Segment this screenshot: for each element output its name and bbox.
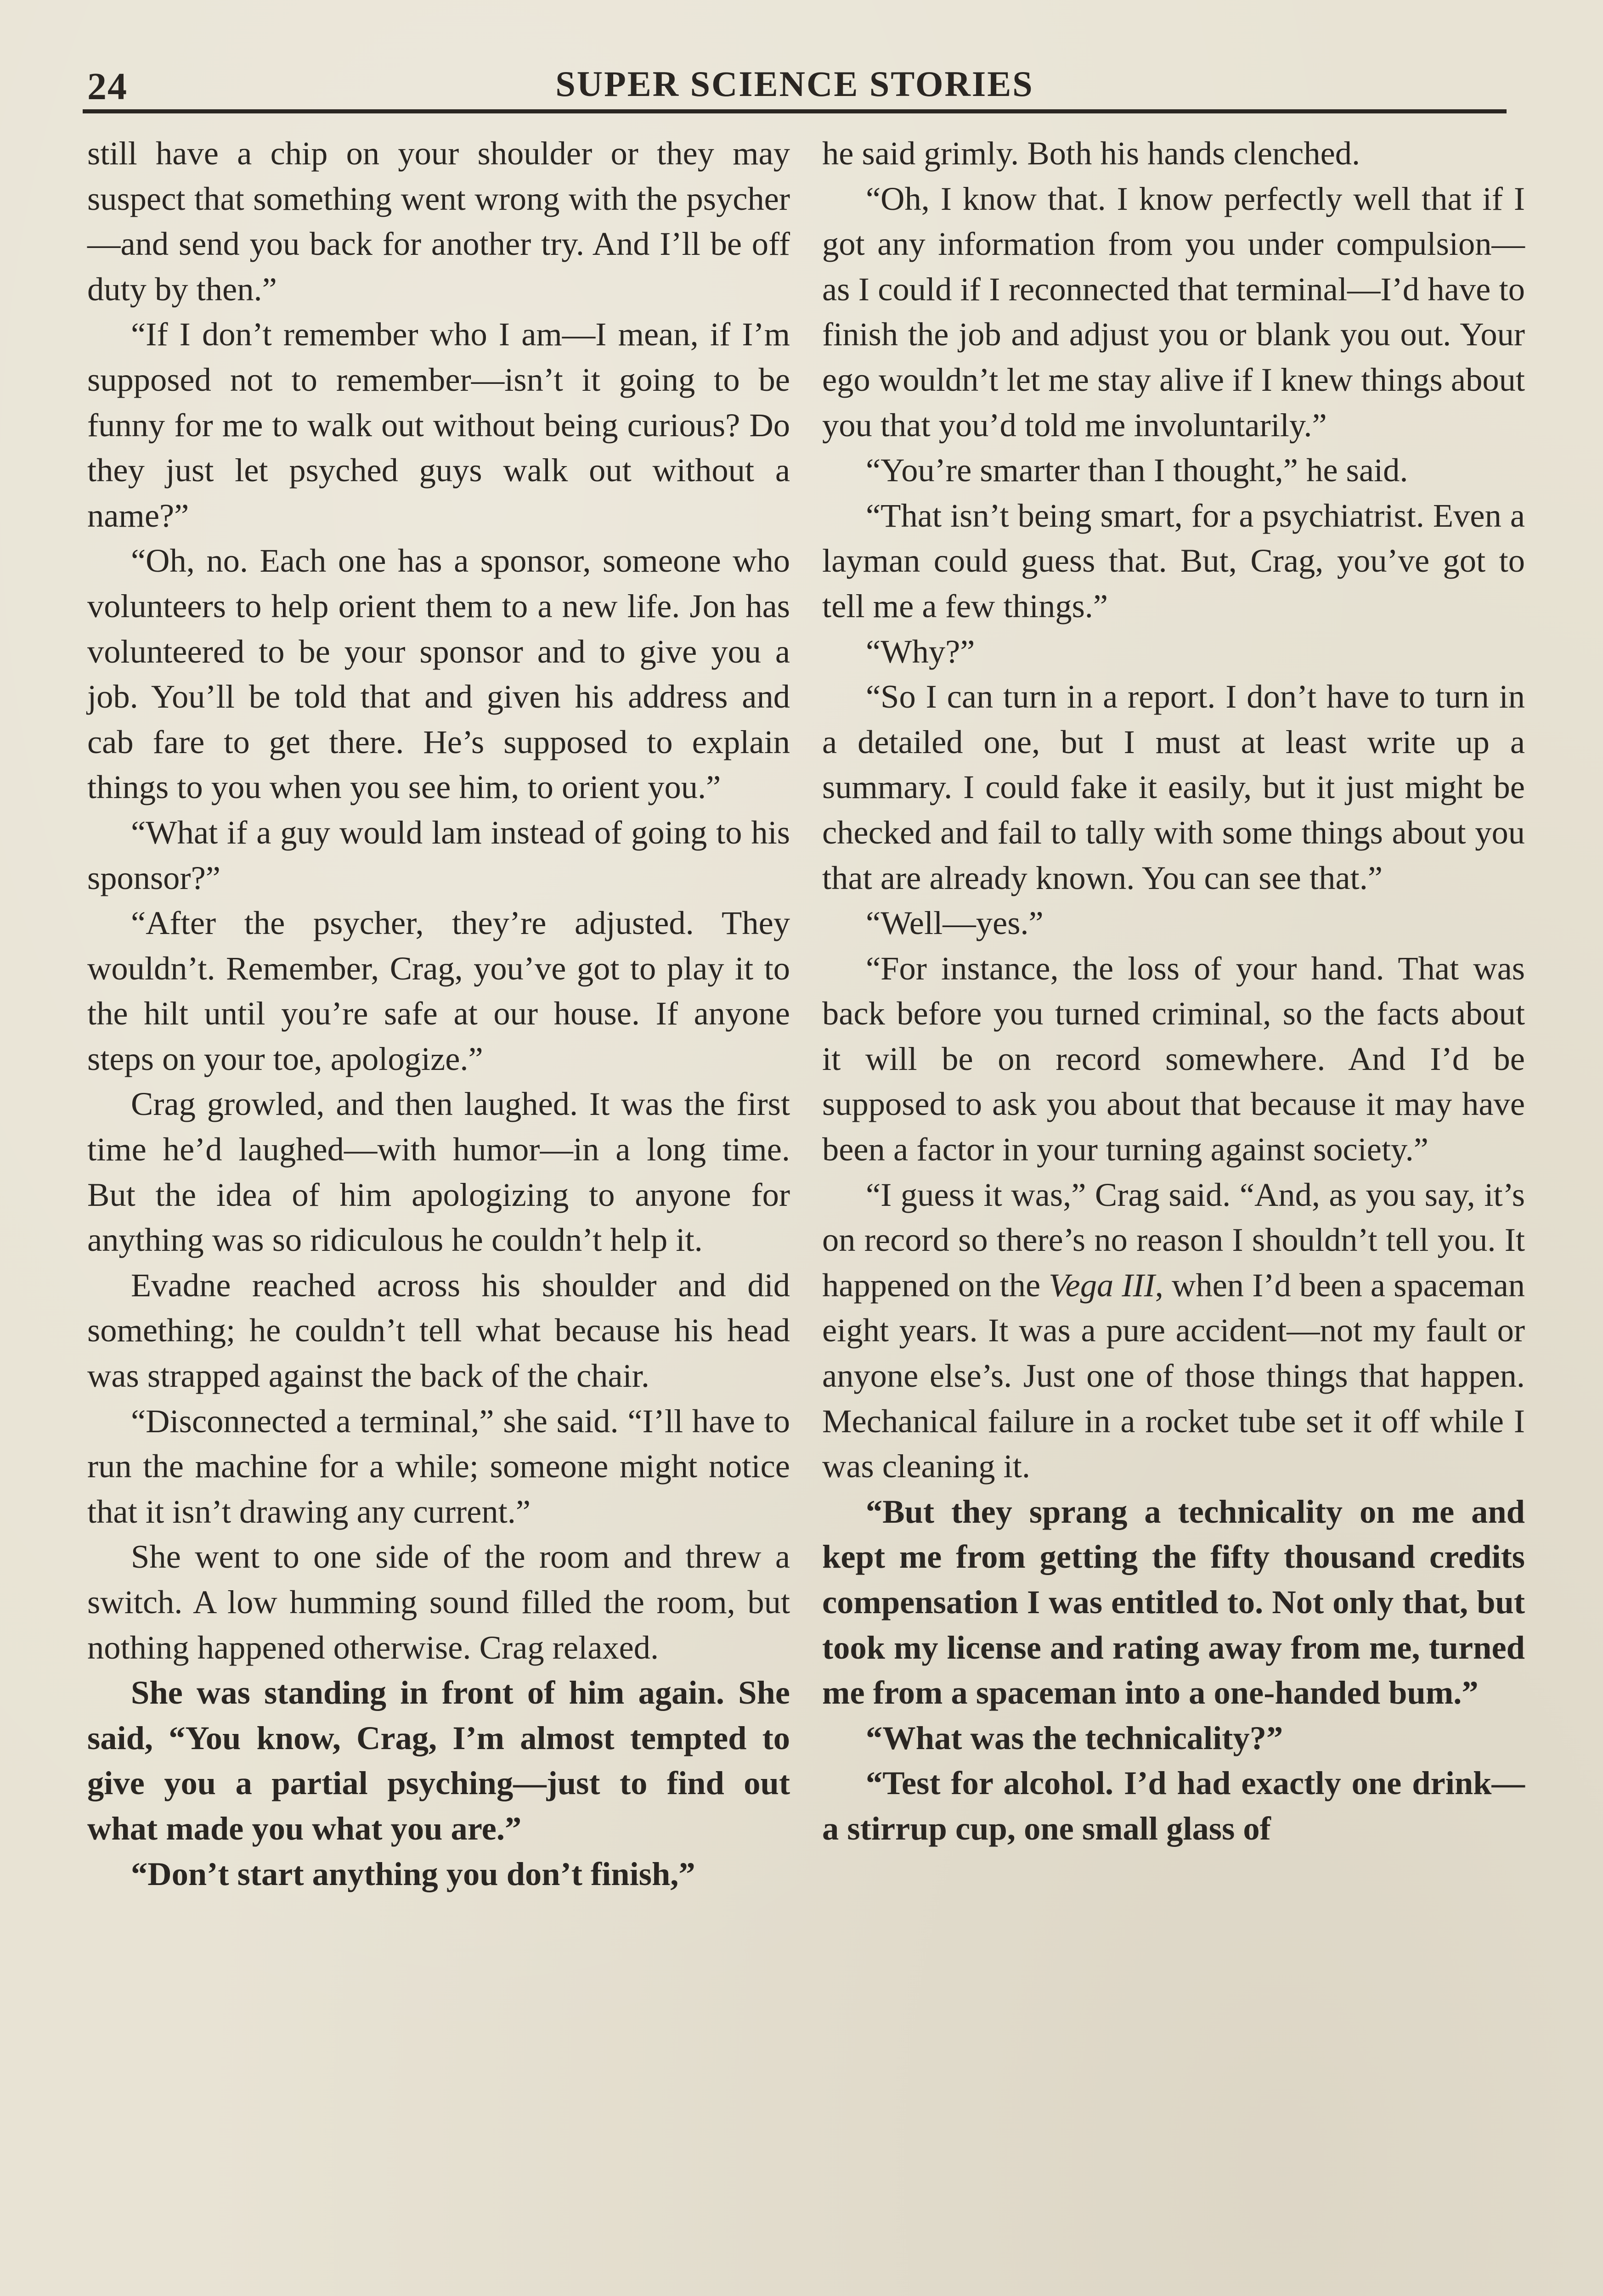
paragraph: “Don’t start anything you don’t finish,”	[131, 1855, 695, 1892]
paragraph: “After the psycher, they’re adjusted. They wouldn’t. Remember, Crag, you’ve got to play it to the hilt until you’re safe at our house. If anyone steps on your toe, apologize.”	[87, 904, 790, 1077]
paragraph: still have a chip on your shoulder or they may suspect that something went wrong with the psycher—and send you back for another try. And I’ll be off duty by then.”	[87, 135, 790, 308]
paragraph: “For instance, the loss of your hand. That was back before you turned criminal, so the facts about it will be on record somewhere. And I’d be supposed to ask you about that because it may have been a factor in your turning against society.”	[822, 949, 1525, 1168]
page-number: 24	[87, 65, 128, 108]
paragraph: “So I can turn in a report. I don’t have to turn in a detailed one, but I must at least write up a summary. I could fake it easily, but it just might be checked and fail to tally with some things about you that are already known. You can see that.”	[822, 678, 1525, 896]
paragraph: Crag growled, and then laughed. It was the first time he’d laughed—with humor—in a long time. But the idea of him apologizing to anyone for anything was so ridiculous he couldn’t help it.	[87, 1085, 790, 1259]
running-title: SUPER SCIENCE STORIES	[555, 64, 1034, 104]
paragraph: he said grimly. Both his hands clenched.	[822, 135, 1360, 172]
paragraph: “Well—yes.”	[866, 904, 1044, 942]
paragraph: “Test for alcohol. I’d had exactly one drink—a stirrup cup, one small glass of	[822, 1764, 1525, 1847]
paragraph: “Oh, I know that. I know perfectly well that if I got any information from you under compulsion—as I could if I reconnected that terminal—I’d have to finish the job and adjust you or blank you out. Your ego wouldn’t let me stay alive if I knew things about you that you’d told me involuntarily.”	[822, 180, 1525, 444]
ship-name: Vega III	[1049, 1266, 1155, 1304]
paragraph: “Oh, no. Each one has a sponsor, someone who volunteers to help orient them to a new life. Jon has volunteered to be your sponsor and to give you a job. You’ll be told that and given his address and cab fare to get there. He’s supposed to explain things to you when you see him, to orient you.”	[87, 542, 790, 806]
paragraph: “You’re smarter than I thought,” he said.	[866, 451, 1408, 489]
paragraph: “I guess it was,” Crag said. “And, as you say, it’s on record so there’s no reason I shouldn’t tell you. It happened on the Vega III, when I’d been a spaceman eight years. It was a pure accident—not my fault or anyone else’s. Just one of those things that happen. Mechanical failure in a rocket tube set it off while I was cleaning it.	[822, 1176, 1525, 1485]
page-header	[83, 55, 1507, 110]
header-rule	[83, 109, 1507, 113]
paragraph: “What was the technicality?”	[866, 1719, 1283, 1756]
right-text-column	[822, 131, 1525, 1851]
paragraph: She went to one side of the room and threw a switch. A low humming sound filled the room, but nothing happened otherwise. Crag relaxed.	[87, 1538, 790, 1666]
paragraph: She was standing in front of him again. She said, “You know, Crag, I’m almost tempted to give you a partial psyching—just to find out what made you what you are.”	[87, 1674, 790, 1847]
paragraph: “What if a guy would lam instead of going to his sponsor?”	[87, 813, 790, 896]
paragraph: “If I don’t remember who I am—I mean, if I’m supposed not to remember—isn’t it going to be funny for me to walk out without being curious? Do they just let psyched guys walk out without a name?”	[87, 315, 790, 534]
paragraph: “Disconnected a terminal,” she said. “I’ll have to run the machine for a while; someone might notice that it isn’t drawing any current.”	[87, 1402, 790, 1530]
paragraph: Evadne reached across his shoulder and did something; he couldn’t tell what because his head was strapped against the back of the chair.	[87, 1266, 790, 1395]
paragraph: “But they sprang a technicality on me and kept me from getting the fifty thousand credits compensation I was entitled to. Not only that, but took my license and rating away from me, turned me from a spaceman into a one-handed bum.”	[822, 1492, 1525, 1711]
paragraph: “Why?”	[866, 632, 975, 670]
left-text-column	[87, 131, 790, 1896]
paragraph: “That isn’t being smart, for a psychiatrist. Even a layman could guess that. But, Crag, you’ve got to tell me a few things.”	[822, 496, 1525, 625]
